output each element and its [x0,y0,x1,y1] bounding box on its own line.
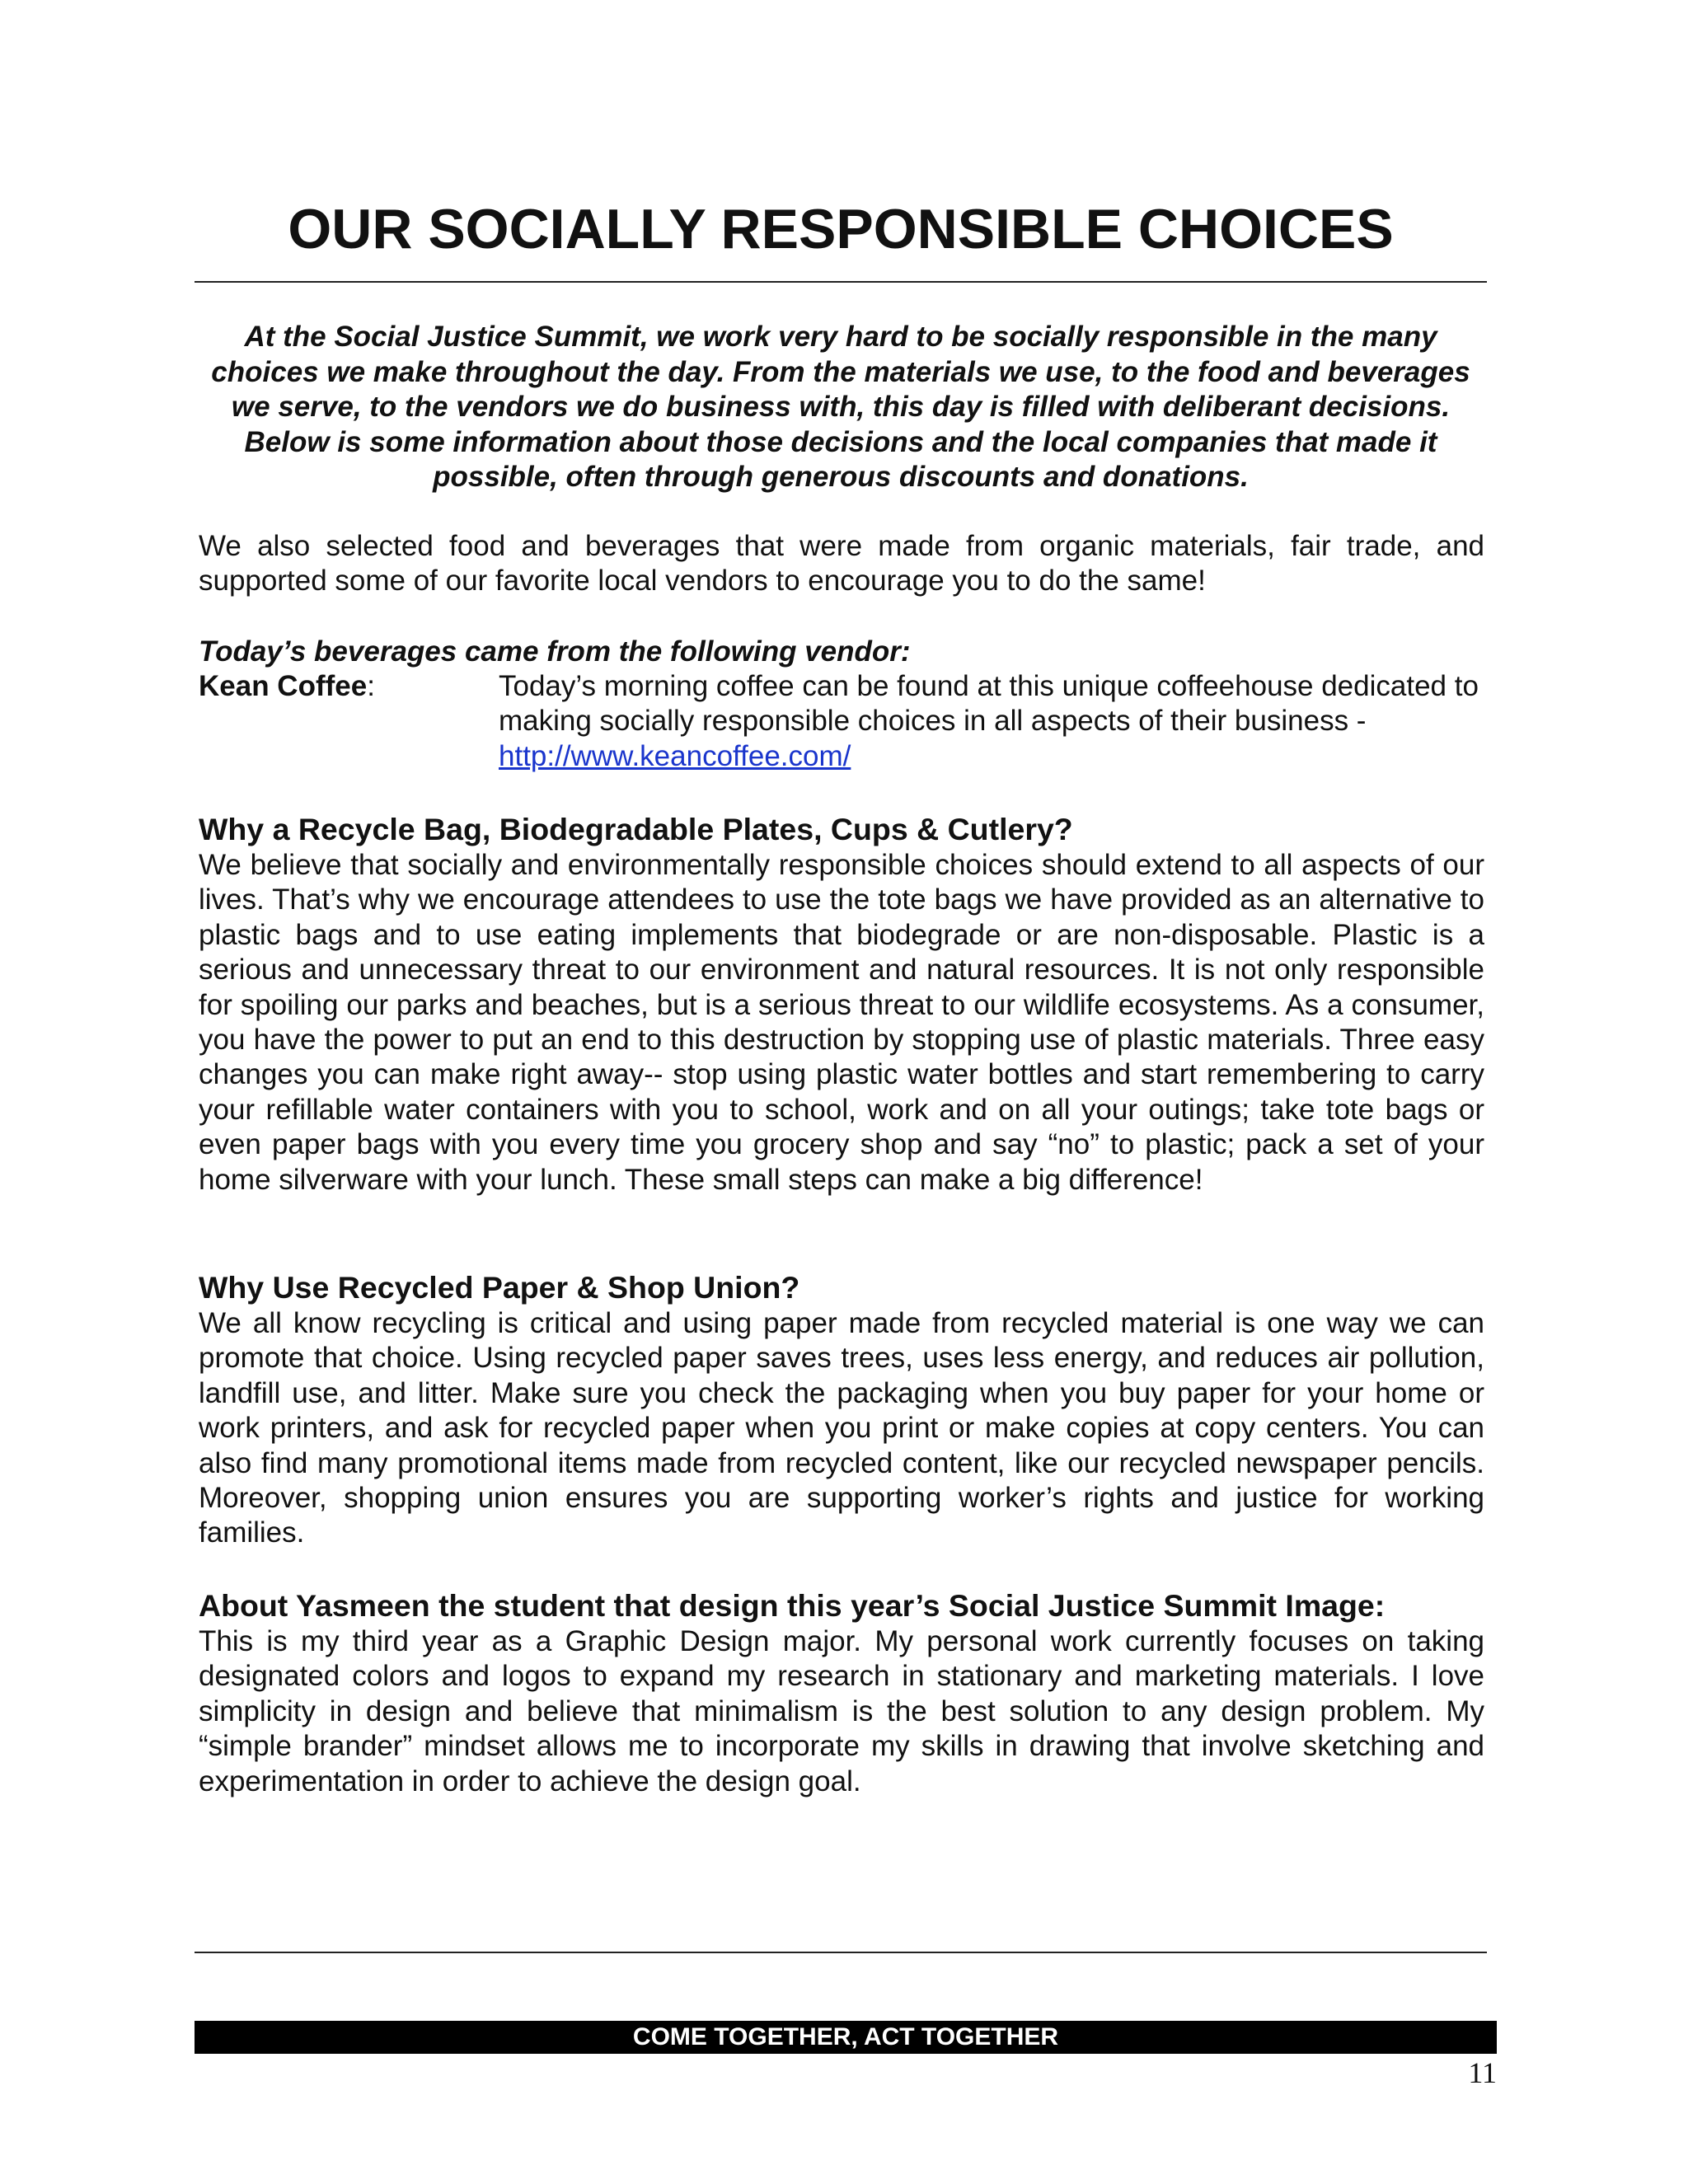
vendor-description: Today’s morning coffee can be found at this unique coffeehouse dedicated to making socially responsible choices in all aspects of their business - [499,670,1479,738]
section-heading-about-yasmeen: About Yasmeen the student that design this year’s Social Justice Summit Image: [199,1588,1386,1623]
vendor-name: Kean Coffee [199,670,368,702]
section-body-about-yasmeen: This is my third year as a Graphic Design major. My personal work currently focuses on taking designated colors and logos to expand my research in stationary and marketing materials. I love simplicity in design and believe that minimalism is the best solution to any design problem. My “simple brander” mindset allows me to incorporate my skills in drawing that involve sketching and experimentation in order to achieve the design goal. [199,1625,1484,1797]
intro-paragraph: At the Social Justice Summit, we work very hard to be socially responsible in the many choices we make throughout the day. From the materials we use, to the food and beverages we serve, to the vendors we do business with, this day is filled with deliberant decisions. Below is some information about those decisions and the local companies that made it possible, often through generous discounts and donations. [211,321,1470,493]
section-body-recycle-bag: We believe that socially and environmentally responsible choices should extend to all aspects of our lives. That’s why we encourage attendees to use the tote bags we have provided as an alternative to plastic bags and to use eating implements that biodegrade or are non-disposable. Plastic is a serious and unnecessary threat to our environment and natural resources. It is not only responsible for spoiling our parks and beaches, but is a serious threat to our wildlife ecosystems. As a consumer, you have the power to put an end to this destruction by stopping use of plastic materials. Three easy changes you can make right away-- stop using plastic water bottles and start remembering to carry your refillable water containers with you to school, work and on all your outings; take tote bags or even paper bags with you every time you grocery shop and say “no” to plastic; pack a set of your home silverware with your lunch. These small steps can make a big difference! [199,849,1484,1196]
section-body-recycled-paper: We all know recycling is critical and using paper made from recycled material is one way we can promote that choice. Using recycled paper saves trees, uses less energy, and reduces air pollution, landfill use, and litter. Make sure you check the packaging when you buy paper for your home or work printers, and ask for recycled paper when you print or make copies at copy centers. You can also find many promotional items made from recycled content, like our recycled newspaper pencils. Moreover, shopping union ensures you are supporting worker’s rights and justice for working families. [199,1307,1484,1549]
vendor-name-cell [199,669,495,704]
section-heading-recycle-bag: Why a Recycle Bag, Biodegradable Plates, Cups & Cutlery? [199,812,1073,846]
section-heading-recycled-paper: Why Use Recycled Paper & Shop Union? [199,1270,800,1305]
vendor-description-cell [499,669,1479,774]
vendor-heading: Today’s beverages came from the following vendor: [199,635,911,668]
food-paragraph: We also selected food and beverages that were made from organic materials, fair trade, and supported some of our favorite local vendors to encourage you to do the same! [199,530,1484,598]
vendor-colon: : [367,670,375,702]
title-divider [195,281,1487,283]
page-title: OUR SOCIALLY RESPONSIBLE CHOICES [288,198,1394,260]
footer-divider [195,1952,1487,1953]
vendor-link[interactable]: http://www.keancoffee.com/ [499,739,851,772]
footer-slogan-bar: COME TOGETHER, ACT TOGETHER [195,2021,1497,2054]
page-number: 11 [1468,2056,1497,2089]
